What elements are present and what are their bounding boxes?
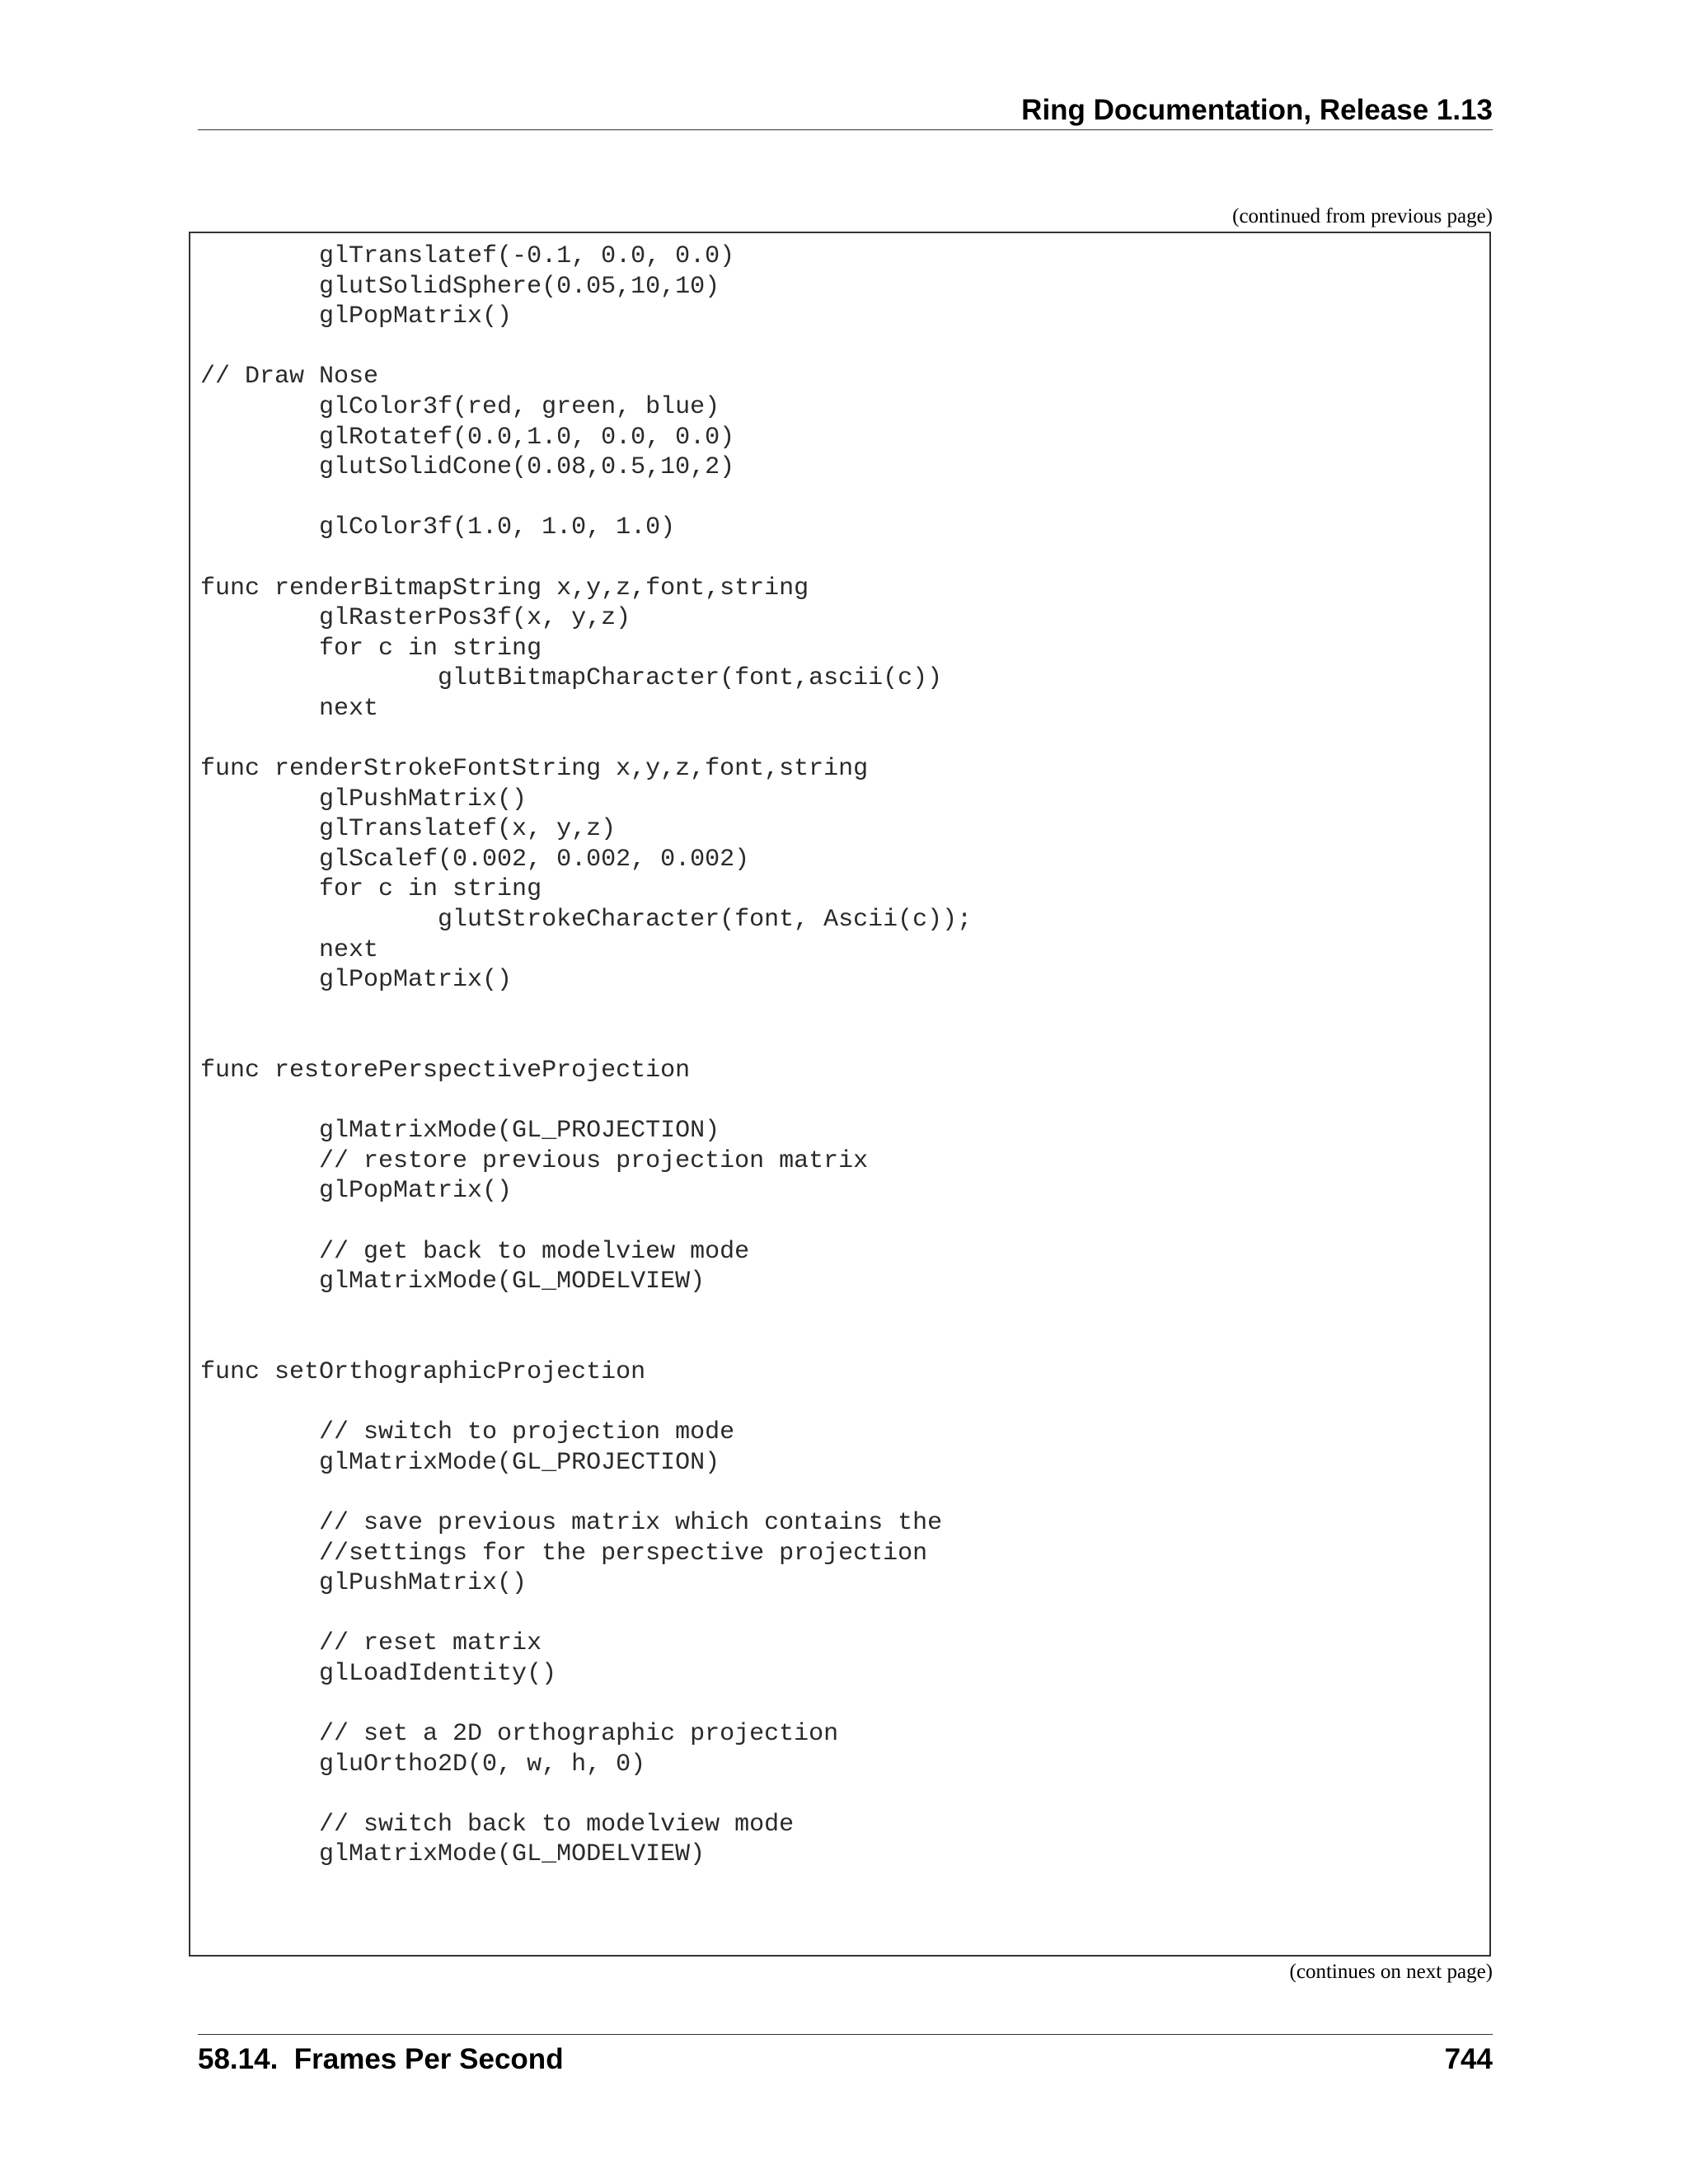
continued-from-previous-note: (continued from previous page): [1232, 205, 1493, 227]
code-line: [200, 1297, 972, 1328]
code-line: // restore previous projection matrix: [200, 1146, 869, 1175]
code-line: // save previous matrix which contains the: [200, 1508, 943, 1537]
code-line: next: [200, 935, 379, 964]
code-line: glMatrixMode(GL_MODELVIEW): [200, 1268, 706, 1296]
code-line: glRotatef(0.0,1.0, 0.0, 0.0): [200, 423, 735, 452]
header-title: Ring Documentation, Release 1.13: [1021, 94, 1493, 126]
code-line: // Draw Nose: [200, 363, 379, 391]
code-line: [200, 1779, 972, 1810]
code-line: func restorePerspectiveProjection: [200, 1057, 691, 1085]
code-line: glLoadIdentity(): [200, 1659, 557, 1688]
code-line: func renderStrokeFontString x,y,z,font,string: [200, 755, 869, 784]
code-line: // reset matrix: [200, 1629, 542, 1658]
code-line: [200, 483, 972, 513]
code-line: [200, 332, 972, 363]
footer-section-title: 58.14. Frames Per Second: [198, 2043, 564, 2075]
continues-on-next-note: (continues on next page): [1289, 1961, 1493, 1983]
code-line: // switch to projection mode: [200, 1418, 735, 1447]
code-line: glPopMatrix(): [200, 302, 513, 331]
code-line: glutBitmapCharacter(font,ascii(c)): [200, 664, 943, 693]
code-line: gluOrtho2D(0, w, h, 0): [200, 1750, 646, 1779]
code-line: [200, 996, 972, 1026]
code-line: for c in string: [200, 634, 542, 663]
code-block: [189, 232, 1491, 1957]
code-line: [200, 1599, 972, 1629]
code-lines: [200, 241, 972, 1870]
code-line: [200, 543, 972, 574]
code-line: // get back to modelview mode: [200, 1237, 750, 1266]
header-rule: [198, 129, 1493, 130]
code-line: glTranslatef(x, y,z): [200, 815, 617, 844]
code-line: [200, 724, 972, 755]
code-line: glPopMatrix(): [200, 1177, 513, 1206]
code-line: glutSolidSphere(0.05,10,10): [200, 272, 720, 301]
code-line: // set a 2D orthographic projection: [200, 1720, 839, 1749]
code-line: glPopMatrix(): [200, 966, 513, 995]
code-line: glColor3f(red, green, blue): [200, 392, 720, 421]
code-line: [200, 1025, 972, 1056]
code-line: next: [200, 694, 379, 723]
code-line: glRasterPos3f(x, y,z): [200, 604, 631, 633]
code-line: [200, 1388, 972, 1418]
code-line: glutSolidCone(0.08,0.5,10,2): [200, 453, 735, 482]
code-line: glMatrixMode(GL_MODELVIEW): [200, 1840, 706, 1869]
code-line: glPushMatrix(): [200, 1569, 528, 1598]
code-line: func renderBitmapString x,y,z,font,string: [200, 574, 809, 602]
code-line: [200, 1478, 972, 1508]
code-line: glTranslatef(-0.1, 0.0, 0.0): [200, 242, 735, 270]
code-line: [200, 1327, 972, 1357]
code-line: glMatrixMode(GL_PROJECTION): [200, 1117, 720, 1146]
code-line: glMatrixMode(GL_PROJECTION): [200, 1448, 720, 1477]
code-line: [200, 1207, 972, 1237]
footer-page-number: 744: [1444, 2043, 1493, 2075]
code-line: for c in string: [200, 875, 542, 904]
code-line: // switch back to modelview mode: [200, 1810, 795, 1839]
code-line: func setOrthographicProjection: [200, 1357, 646, 1386]
code-line: glPushMatrix(): [200, 785, 528, 813]
code-line: glScalef(0.002, 0.002, 0.002): [200, 845, 750, 874]
code-line: //settings for the perspective projection: [200, 1539, 928, 1568]
code-line: glColor3f(1.0, 1.0, 1.0): [200, 513, 676, 542]
code-line: [200, 1690, 972, 1720]
code-line: [200, 1086, 972, 1117]
code-line: glutStrokeCharacter(font, Ascii(c));: [200, 906, 973, 935]
